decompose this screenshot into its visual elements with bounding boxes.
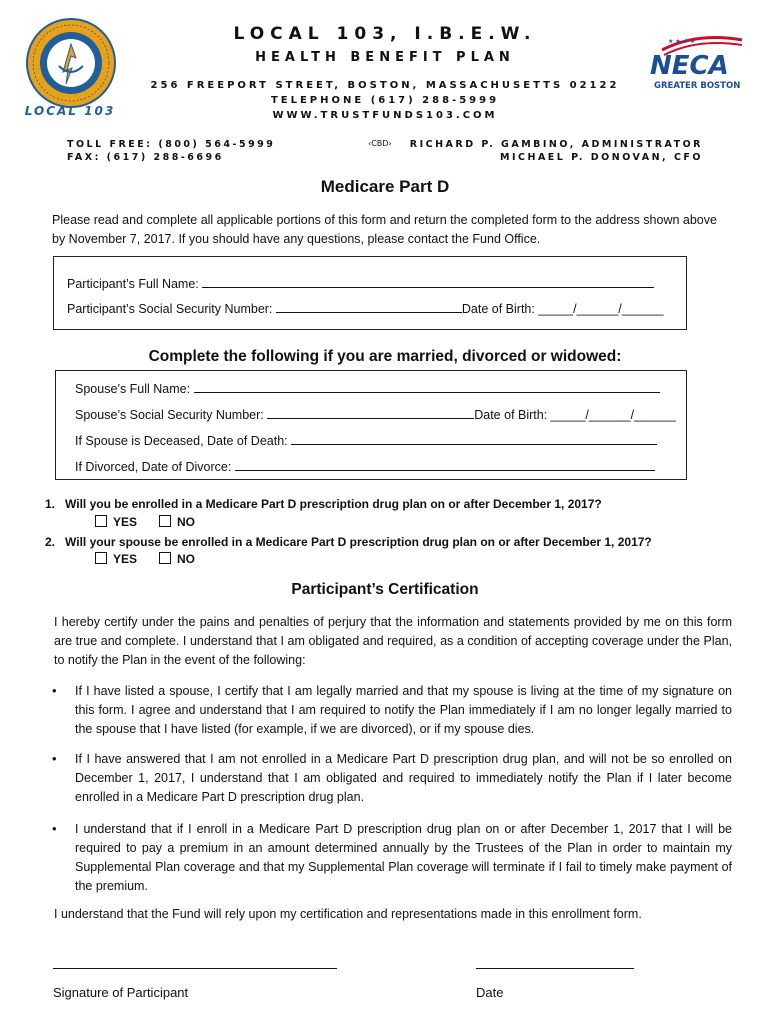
spouse-name-row [75, 380, 660, 396]
plan-name: HEALTH BENEFIT PLAN [255, 50, 515, 65]
question-2-no[interactable] [159, 552, 195, 566]
participant-ssn-row [67, 300, 663, 316]
spouse-name-field[interactable] [194, 380, 660, 393]
spouse-ssn-row [75, 406, 676, 422]
checkbox-icon[interactable] [159, 552, 171, 564]
question-2-number: 2. [45, 535, 56, 549]
bullet-dot: • [52, 751, 57, 766]
question-2 [45, 535, 652, 549]
administrator: RICHARD P. GAMBINO, ADMINISTRATOR [409, 139, 703, 150]
certification-bullet-1: If I have listed a spouse, I certify that I am legally married and that my spouse is living at the time of my signature on this form. I agree and understand that I am required to notify the Plan immediately if I am no longer legally married to the spouse that I have listed (for example, if we are divorced), or if my spouse dies. [75, 684, 732, 736]
form-title: Medicare Part D [320, 177, 450, 196]
question-1-no-label: NO [177, 515, 195, 529]
toll-free-fax [67, 138, 275, 164]
participant-name-row [67, 275, 654, 291]
website: WWW.TRUSTFUNDS103.COM [272, 110, 498, 121]
participant-ssn-label: Participant’s Social Security Number: [67, 302, 273, 316]
participant-name-field[interactable] [202, 275, 654, 288]
intro-text: Please read and complete all applicable portions of this form and return the completed form to the address shown above by November 7, 2017. If you should have any questions, please contact the Fund Office. [52, 213, 717, 246]
cfo: MICHAEL P. DONOVAN, CFO [500, 152, 703, 163]
divorce-label: If Divorced, Date of Divorce: [75, 460, 232, 474]
certification-intro: I hereby certify under the pains and penalties of perjury that the information and statements provided by me on this form are true and complete. I understand that I am obligated and required, as a condition of accepting coverage under the Plan, to notify the Plan in the event of the following: [54, 615, 732, 667]
administrators [410, 138, 703, 164]
spouse-dob-label: Date of Birth: [474, 408, 548, 422]
participant-dob-label: Date of Birth: [461, 302, 535, 316]
neca-logo-sub: GREATER BOSTON [654, 81, 741, 91]
question-1-no[interactable] [159, 515, 195, 529]
svg-text:★ ★ ★ ★: ★ ★ ★ ★ [668, 38, 696, 45]
divorce-field[interactable] [235, 458, 655, 471]
org-name: LOCAL 103, I.B.E.W. [233, 24, 537, 44]
divorce-row [75, 458, 655, 474]
question-2-yes[interactable] [95, 552, 137, 566]
bullet-dot: • [52, 821, 57, 836]
question-1-text: Will you be enrolled in a Medicare Part D prescription drug plan on or after December 1, 2017? [65, 497, 602, 511]
checkbox-icon[interactable] [159, 515, 171, 527]
spouse-death-label: If Spouse is Deceased, Date of Death: [75, 434, 288, 448]
question-2-text: Will your spouse be enrolled in a Medicare Part D prescription drug plan on or after December 1, 2017? [65, 535, 652, 549]
question-2-no-label: NO [177, 552, 195, 566]
certification-bullet-2: If I have answered that I am not enrolled in a Medicare Part D prescription drug plan, and will not be so enrolled on December 1, 2017, I understand that I am obligated and required to immediately notify the Plan if I later become enrolled in a Medicare Part D prescription drug plan. [75, 752, 732, 804]
checkbox-icon[interactable] [95, 515, 107, 527]
signature-line[interactable] [53, 968, 337, 969]
closing-statement: I understand that the Fund will rely upon my certification and representations made in this enrollment form. [54, 907, 642, 921]
address: 256 FREEPORT STREET, BOSTON, MASSACHUSETTS 02122 [150, 80, 620, 91]
checkbox-icon[interactable] [95, 552, 107, 564]
spouse-ssn-field[interactable] [267, 406, 474, 419]
participant-ssn-field[interactable] [276, 300, 462, 313]
spouse-dob-field[interactable]: _____/______/______ [550, 408, 676, 422]
toll-free: TOLL FREE: (800) 564-5999 [67, 139, 276, 150]
certification-bullet-3: I understand that if I enroll in a Medicare Part D prescription drug plan on or after December 1, 2017 that I will be required to pay a premium in an amount determined annually by the Trustees of the Plan in order to maintain my Supplemental Plan coverage and that my Supplemental Plan coverage will terminate if I fail to timely make payment of the premium. [75, 822, 732, 893]
question-1 [45, 497, 602, 511]
telephone: TELEPHONE (617) 288-5999 [270, 95, 500, 106]
participant-name-label: Participant’s Full Name: [67, 277, 199, 291]
spouse-death-field[interactable] [291, 432, 657, 445]
question-2-yes-label: YES [113, 552, 138, 566]
date-line[interactable] [476, 968, 634, 969]
fax: FAX: (617) 288-6696 [67, 152, 224, 163]
spouse-death-row [75, 432, 657, 448]
neca-logo [642, 30, 746, 94]
participant-dob-field[interactable]: _____/______/______ [538, 302, 664, 316]
neca-logo-text: NECA [650, 51, 729, 81]
married-heading: Complete the following if you are married, divorced or widowed: [148, 348, 622, 365]
union-bug: ‹CBD› [368, 139, 392, 148]
participant-box [53, 256, 687, 330]
question-1-yes-label: YES [113, 515, 138, 529]
local-103-caption: LOCAL 103 [24, 104, 116, 118]
certification-heading: Participant’s Certification [291, 581, 479, 598]
signature-label: Signature of Participant [53, 985, 189, 1000]
bullet-dot: • [52, 683, 57, 698]
question-1-number: 1. [45, 497, 56, 511]
spouse-ssn-label: Spouse’s Social Security Number: [75, 408, 264, 422]
question-1-yes[interactable] [95, 515, 137, 529]
date-label: Date [476, 985, 504, 1000]
spouse-name-label: Spouse’s Full Name: [75, 382, 191, 396]
